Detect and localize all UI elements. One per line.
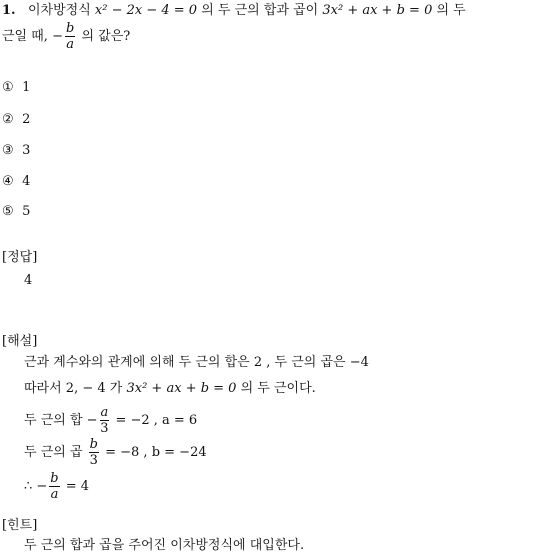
explanation-line3-denominator: 3 [100, 421, 109, 436]
choice-value: 4 [22, 174, 31, 189]
question-number: 1. [2, 3, 16, 18]
hint-text: 두 근의 합과 곱을 주어진 이차방정식에 대입한다. [24, 538, 305, 553]
question-frac-numerator: b [66, 21, 75, 36]
explanation-line2-a: 따라서 2, − 4 가 [24, 381, 123, 396]
hint-label: [힌트] [2, 518, 38, 533]
explanation-line3-fraction [100, 406, 110, 435]
explanation-line-1: 근과 계수와의 관계에 의해 두 근의 합은 2 , 두 근의 곱은 −4 [24, 355, 369, 370]
explanation-line5-fraction [49, 472, 59, 501]
question-equation: x² − 2x − 4 = 0 [94, 3, 198, 18]
choice-value: 5 [22, 204, 31, 219]
choice-1[interactable] [2, 80, 30, 95]
explanation-line4-fraction [89, 438, 99, 467]
question-equation-2: 3x² + ax + b = 0 [322, 3, 433, 18]
explanation-line2-equation: 3x² + ax + b = 0 [126, 381, 237, 396]
question-line-2: 근일 때, − $\frac{b}{a}$ 의 값은? [2, 21, 131, 52]
question-fraction [65, 22, 75, 51]
choice-value: 3 [22, 143, 31, 158]
question-line2-end: 의 값은? [81, 29, 131, 44]
question-text-end: 의 두 [436, 3, 466, 18]
choice-mark: ⑤ [2, 204, 14, 219]
explanation-line5-numerator: b [50, 471, 59, 486]
choice-mark: ① [2, 80, 14, 95]
choice-4[interactable] [2, 174, 30, 189]
explanation-label: [해설] [2, 334, 38, 349]
explanation-line-3 [24, 406, 197, 435]
explanation-line5-denominator: a [50, 487, 59, 502]
choice-mark: ④ [2, 174, 14, 189]
choice-value: 1 [22, 80, 31, 95]
explanation-line-2 [24, 380, 316, 398]
question-text-middle: 의 두 근의 합과 곱이 [201, 3, 319, 18]
explanation-line3-numerator: a [100, 405, 109, 420]
question-line-1 [2, 2, 466, 20]
choice-5[interactable] [2, 204, 30, 219]
explanation-line5-a: ∴ − [24, 479, 48, 494]
explanation-line2-b: 의 두 근이다. [240, 381, 316, 396]
choice-3[interactable] [2, 143, 30, 158]
question-frac-denominator: a [66, 37, 75, 52]
explanation-line4-numerator: b [89, 437, 98, 452]
explanation-line3-b: = −2 , a = 6 [115, 413, 198, 428]
question-line2-start: 근일 때, [2, 29, 48, 44]
explanation-line-5 [24, 472, 89, 501]
choice-mark: ② [2, 112, 14, 127]
choice-mark: ③ [2, 143, 14, 158]
explanation-line3-a: 두 근의 합 − [24, 413, 98, 428]
choice-value: 2 [22, 112, 31, 127]
question-text-before: 이차방정식 [27, 3, 91, 18]
explanation-line-4 [24, 438, 207, 467]
explanation-line4-b: = −8 , b = −24 [105, 445, 207, 460]
explanation-line4-denominator: 3 [89, 453, 98, 468]
explanation-line4-a: 두 근의 곱 [24, 445, 83, 460]
answer-value: 4 [24, 273, 33, 288]
choice-2[interactable] [2, 112, 30, 127]
answer-label: [정답] [2, 250, 38, 265]
explanation-line5-b: = 4 [65, 479, 90, 494]
